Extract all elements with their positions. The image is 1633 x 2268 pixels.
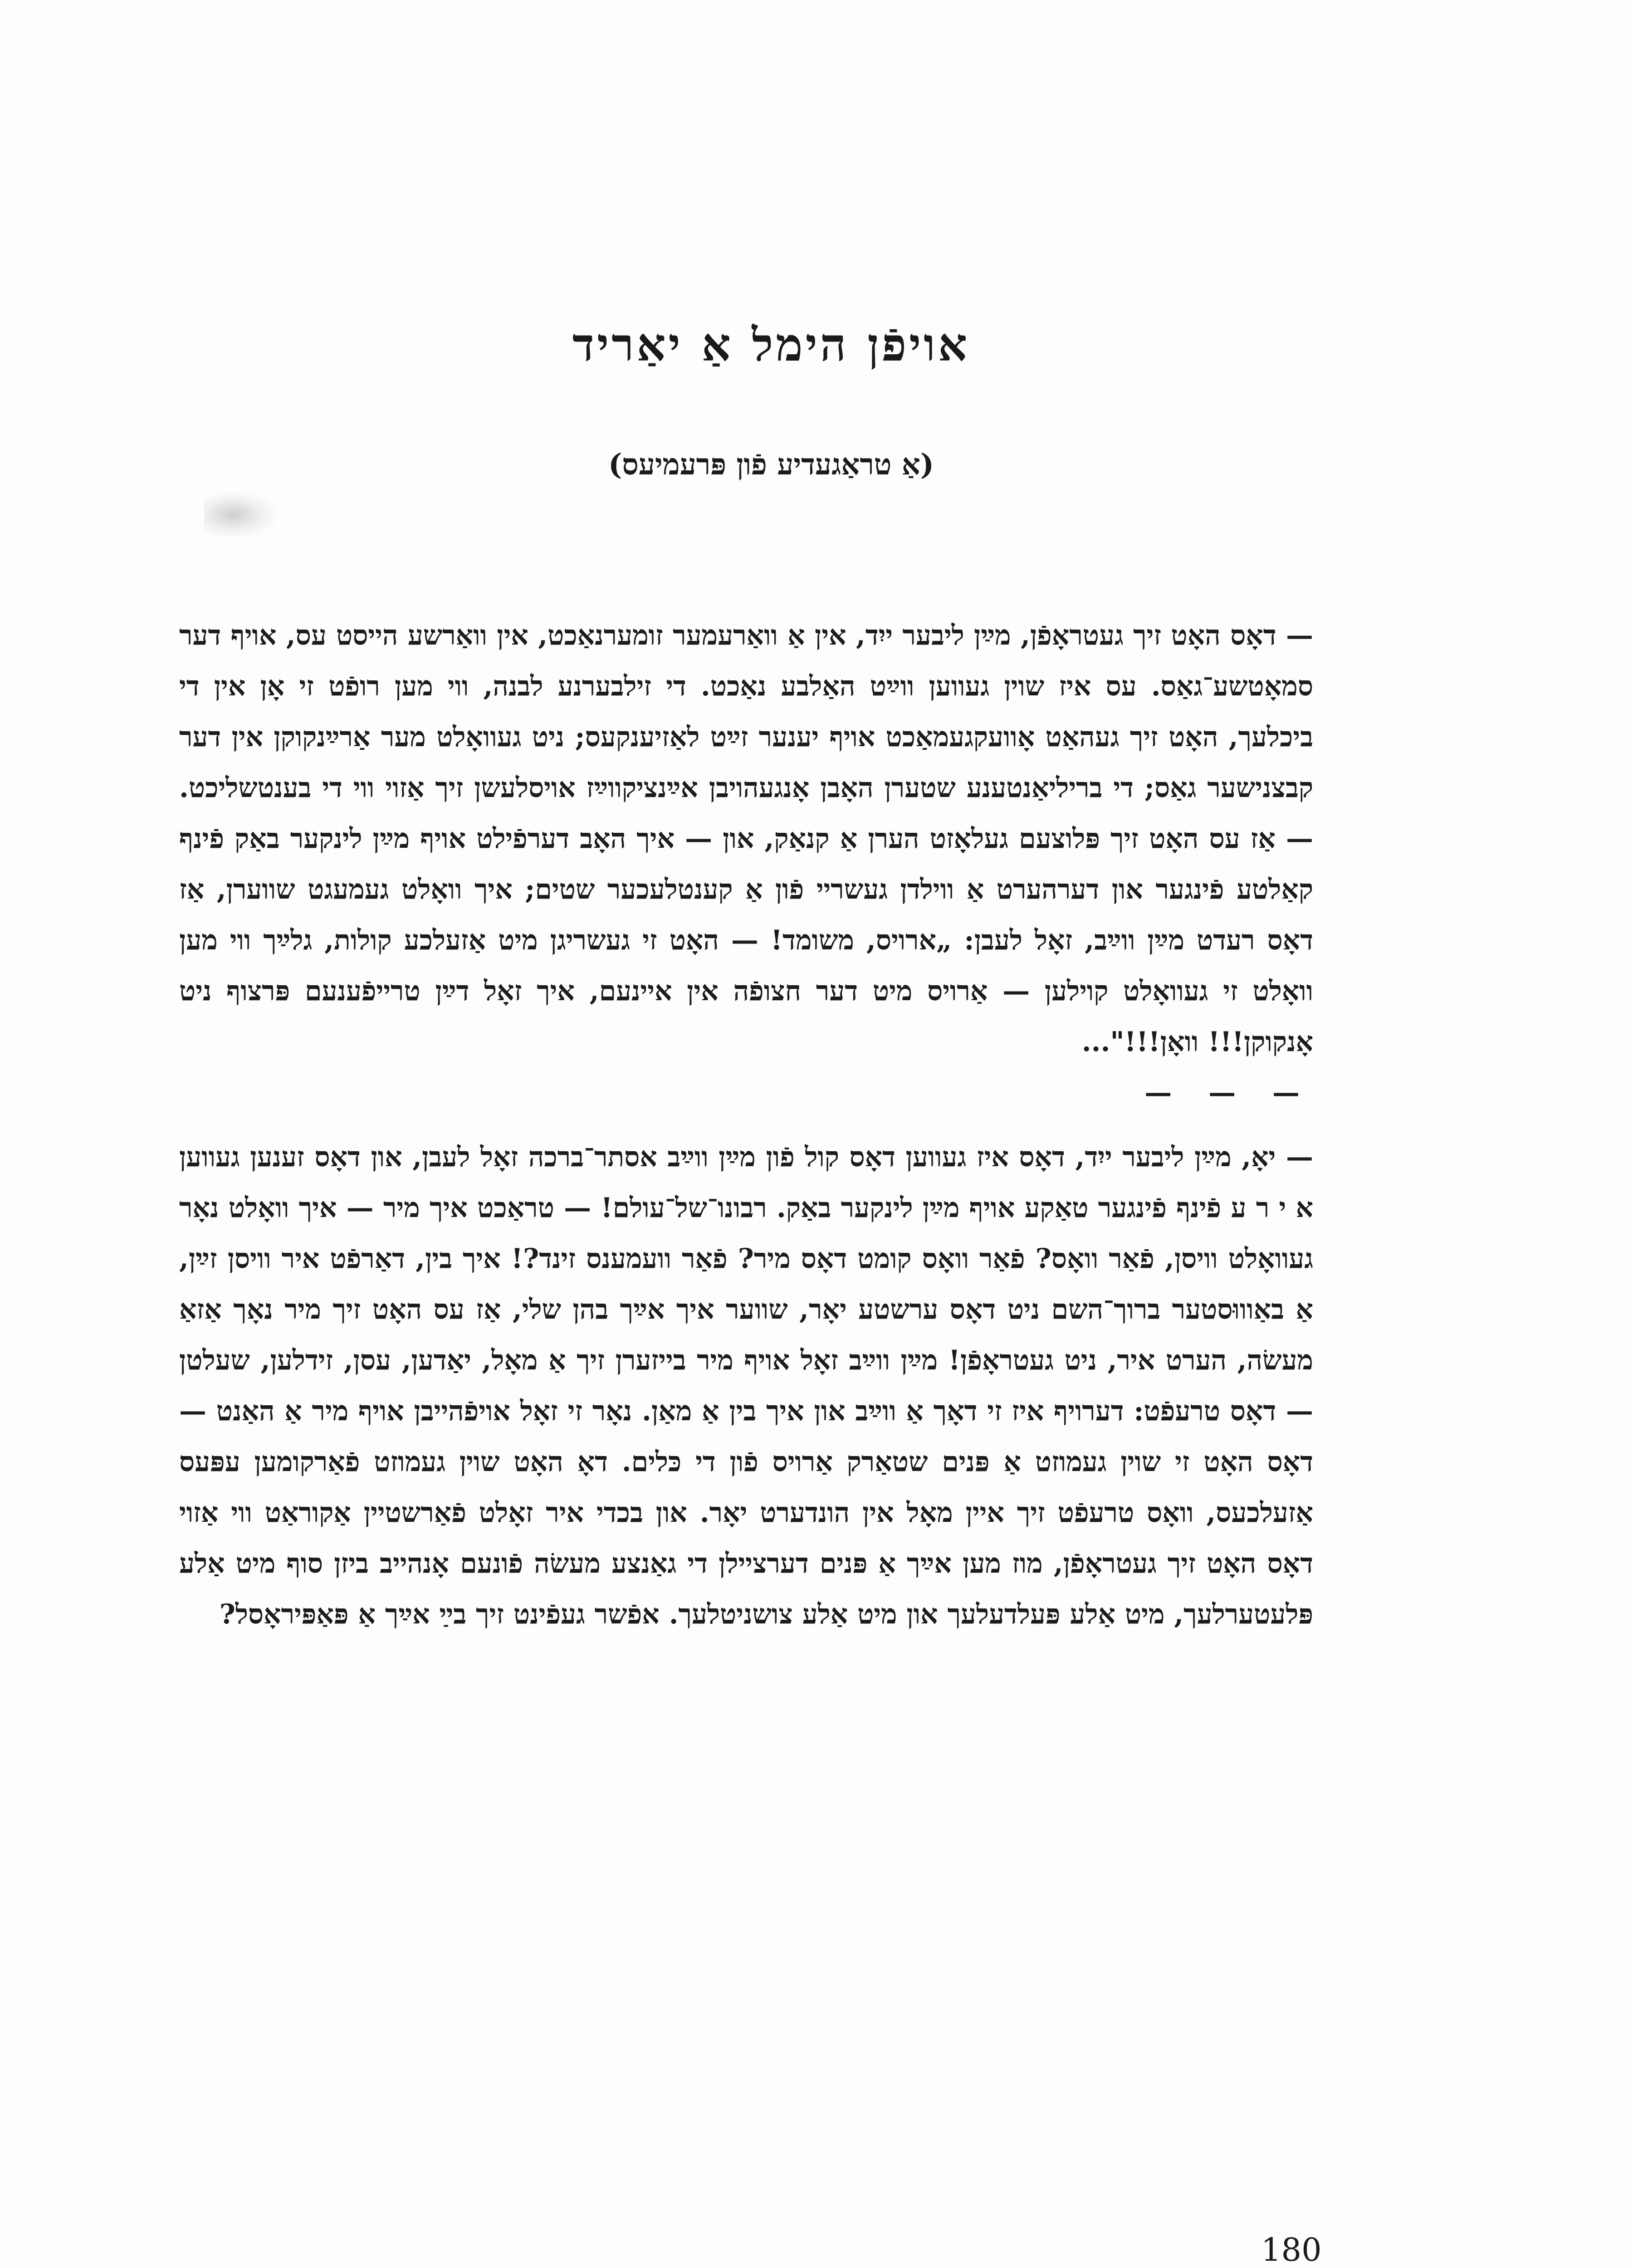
page-title: אויפֿן הימל אַ יאַריד: [572, 318, 970, 371]
page-number: 180: [1261, 2231, 1322, 2268]
paragraph-2: — יאָ, מײַן ליבער ייִד, דאָס איז געווען דאָס קול פֿון מײַן ווײַב אסתר־ברכה זאָל לעבן, און דאָס זענען געווען א י ר ע פֿינף פֿינגער טאַקע אויף מײַן לינקער באַק. רבונו־של־עולם! — טראַכט איך מיר — איך וואָלט נאָר געוואָלט וויסן, פֿאַר וואָס? פֿאַר וואָס קומט דאָס מיר? פֿאַר וועמענס זינד?! איך בין, דאַרפֿט איר וויסן זײַן, אַ באַוווּסטער ברוך־השם ניט דאָס ערשטע יאָר, שווער איך אײַך בהן שלי, אַז עס האָט זיך מיר נאָך אַזאַ מעשׂה, הערט איר, ניט געטראָפֿן! מײַן ווײַב זאָל אויף מיר בייזערן זיך אַ מאָל, יאַדען, עסן, זידלען, שעלטן — דאָס טרעפֿט: דערויף איז זי דאָך אַ ווײַב און איך בין אַ מאַן. נאָר זי זאָל אויפֿהייבן אויף מיר אַ האַנט — דאָס האָט זי שוין געמוזט אַ פּנים שטאַרק אַרויס פֿון די כּלים. דאָ האָט שוין געמוזט פֿאַרקומען עפּעס אַזעלכעס, וואָס טרעפֿט זיך איין מאָל אין הונדערט יאָר. און בכדי איר זאָלט פֿאַרשטיין אַקוראַט ווי אַזוי דאָס האָט זיך געטראָפֿן, מוז מען אײַך אַ פּנים דערציילן די גאַנצע מעשׂה פֿונעם אָנהייב ביזן סוף מיט אַלע פּלעטערלעך, מיט אַלע פּעלדעלעך און מיט אַלע צושניטלעך. אפֿשר געפֿינט זיך בײַ אײַך אַ פּאַפּיראָסל?: [179, 1141, 1313, 1630]
paragraph-1: — דאָס האָט זיך געטראָפֿן, מײַן ליבער ייִד, אין אַ וואַרעמער זומערנאַכט, אין וואַרשע הייסט עס, אויף דער סמאָטשע־גאַס. עס איז שוין געווען ווײַט האַלבע נאַכט. די זילבערנע לבנה, ווי מען רופֿט זי אָן אין די ביכלעך, האָט זיך געהאַט אָוועקגעמאַכט אויף יענער זײַט לאַזיענקעס; ניט געוואָלט מער אַרײַנקוקן אין דער קבצנישער גאַס; די בריליאַנטענע שטערן האָבן אָנגעהויבן אײַנציקווײַז אויסלעשן זיך אַזוי ווי די בענטשליכט. — אַז עס האָט זיך פּלוצעם געלאָזט הערן אַ קנאַק, און — איך האָב דערפֿילט אויף מײַן לינקער באַק פֿינף קאַלטע פֿינגער און דערהערט אַ ווילדן געשריי פֿון אַ קענטלעכער שטים; איך וואָלט געמעגט שווערן, אַז דאָס רעדט מײַן ווײַב, זאָל לעבן: „ארויס, משומד! — האָט זי געשריגן מיט אַזעלכע קולות, גלײַך ווי מען וואָלט זי געוואָלט קוילען — אַרויס מיט דער חצופֿה אין איינעם, איך זאָל דײַן טרייפֿענעם פּרצוף ניט אָנקוקן!!! וואָן!!!"...: [179, 620, 1313, 1058]
body-text: [179, 610, 1313, 1640]
page-subtitle: (אַ טראַגעדיע פֿון פּרעמיעס): [608, 448, 934, 482]
ink-smudge: [204, 492, 277, 538]
section-separator: — — —: [1144, 1077, 1313, 1109]
